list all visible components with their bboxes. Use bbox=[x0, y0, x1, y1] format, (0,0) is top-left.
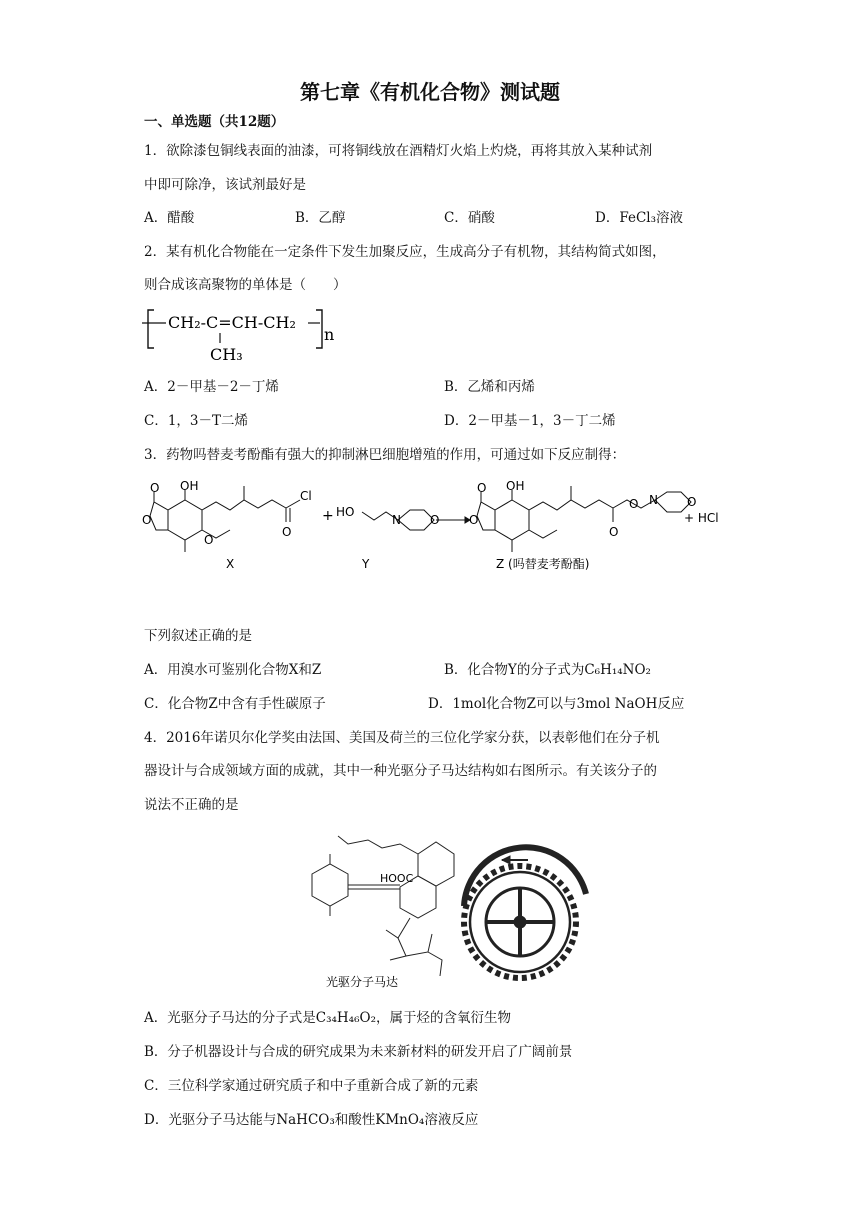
q1-stem-line2: 中即可除净，该试剂最好是 bbox=[144, 177, 306, 193]
x-acid-o: O bbox=[282, 525, 292, 539]
x-hydroxyl: OH bbox=[180, 479, 199, 493]
page-title: 第七章《有机化合物》测试题 bbox=[300, 80, 560, 104]
q4-stem-line3: 说法不正确的是 bbox=[144, 797, 239, 813]
q3-option-c: C．化合物Z中含有手性碳原子 bbox=[144, 696, 326, 712]
x-carbonyl-o: O bbox=[150, 481, 160, 495]
z-ring-oxygen: O bbox=[687, 495, 697, 509]
q4-option-d: D．光驱分子马达能与NaHCO₃和酸性KMnO₄溶液反应 bbox=[144, 1112, 479, 1128]
x-ring-o: O bbox=[142, 513, 152, 527]
q2-stem-line2: 则合成该高聚物的单体是（ ） bbox=[144, 277, 347, 293]
q4-option-b: B．分子机器设计与合成的研究成果为未来新材料的研发开启了广阔前景 bbox=[144, 1044, 573, 1060]
formula-n: n bbox=[324, 325, 335, 344]
gear-drawing bbox=[464, 847, 586, 978]
molecular-motor-figure bbox=[282, 826, 592, 996]
compound-y bbox=[362, 510, 470, 530]
q3-option-d: D．1mol化合物Z可以与3mol NaOH反应 bbox=[428, 696, 685, 712]
q1-option-b: B．乙醇 bbox=[295, 210, 346, 226]
z-ether-o: O bbox=[629, 497, 639, 511]
z-ester-o: O bbox=[609, 525, 619, 539]
x-chloride: Cl bbox=[300, 489, 312, 503]
q4-option-c: C．三位科学家通过研究质子和中子重新合成了新的元素 bbox=[144, 1078, 479, 1094]
polymer-structure-figure bbox=[140, 304, 360, 372]
q4-option-a: A．光驱分子马达的分子式是C₃₄H₄₆O₂，属于烃的含氧衍生物 bbox=[144, 1010, 511, 1026]
q1-option-c: C．硝酸 bbox=[444, 210, 495, 226]
formula-main: CH₂-C=CH-CH₂ bbox=[168, 313, 296, 332]
q3-option-b: B．化合物Y的分子式为C₆H₁₄NO₂ bbox=[444, 662, 651, 678]
q3-stem: 3．药物吗替麦考酚酯有强大的抑制淋巴细胞增殖的作用，可通过如下反应制得： bbox=[144, 447, 626, 463]
figure-caption: 光驱分子马达 bbox=[326, 975, 399, 989]
q4-stem-line2: 器设计与合成领域方面的成就，其中一种光驱分子马达结构如右图所示。有关该分子的 bbox=[144, 763, 657, 779]
hooc-label: HOOC bbox=[380, 872, 414, 885]
motor-structure bbox=[312, 836, 454, 976]
q4-stem-line1: 4．2016年诺贝尔化学奖由法国、美国及荷兰的三位化学家分获，以表彰他们在分子机 bbox=[144, 730, 660, 746]
label-y: Y bbox=[362, 557, 370, 571]
q1-option-d: D．FeCl₃溶液 bbox=[595, 210, 684, 226]
q2-option-a: A．2－甲基－2－丁烯 bbox=[144, 379, 279, 395]
y-hydroxyl: HO bbox=[336, 505, 355, 519]
plus-sign: + bbox=[322, 508, 334, 524]
z-carbonyl-o: O bbox=[477, 481, 487, 495]
q3-option-a: A．用溴水可鉴别化合物X和Z bbox=[144, 662, 322, 678]
q3-question: 下列叙述正确的是 bbox=[144, 628, 252, 644]
q2-option-d: D．2－甲基－1，3－丁二烯 bbox=[444, 413, 616, 429]
q2-stem-line1: 2．某有机化合物能在一定条件下发生加聚反应，生成高分子有机物，其结构简式如图， bbox=[144, 244, 666, 260]
section-heading: 一、单选题（共12题） bbox=[144, 114, 285, 130]
compound-x bbox=[150, 486, 300, 552]
label-z: Z (吗替麦考酚酯) bbox=[496, 557, 590, 571]
z-hydroxyl: OH bbox=[506, 479, 525, 493]
y-nitrogen: N bbox=[392, 513, 401, 527]
q1-stem-line1: 1．欲除漆包铜线表面的油漆，可将铜线放在酒精灯火焰上灼烧，再将其放入某种试剂 bbox=[144, 143, 653, 159]
hcl-product: + HCl bbox=[684, 511, 719, 525]
y-oxygen: O bbox=[430, 513, 440, 527]
left-bracket bbox=[148, 310, 154, 348]
label-x: X bbox=[226, 557, 235, 571]
q2-option-b: B．乙烯和丙烯 bbox=[444, 379, 535, 395]
formula-sub: CH₃ bbox=[210, 345, 243, 364]
q2-option-c: C．1，3－T二烯 bbox=[144, 413, 249, 429]
z-nitrogen: N bbox=[649, 493, 658, 507]
x-methoxy-o: O bbox=[204, 533, 214, 547]
z-ring-o: O bbox=[469, 513, 479, 527]
q1-option-a: A．醋酸 bbox=[144, 210, 195, 226]
compound-z bbox=[477, 486, 691, 552]
reaction-scheme-figure bbox=[140, 478, 730, 578]
right-bracket bbox=[316, 310, 322, 348]
